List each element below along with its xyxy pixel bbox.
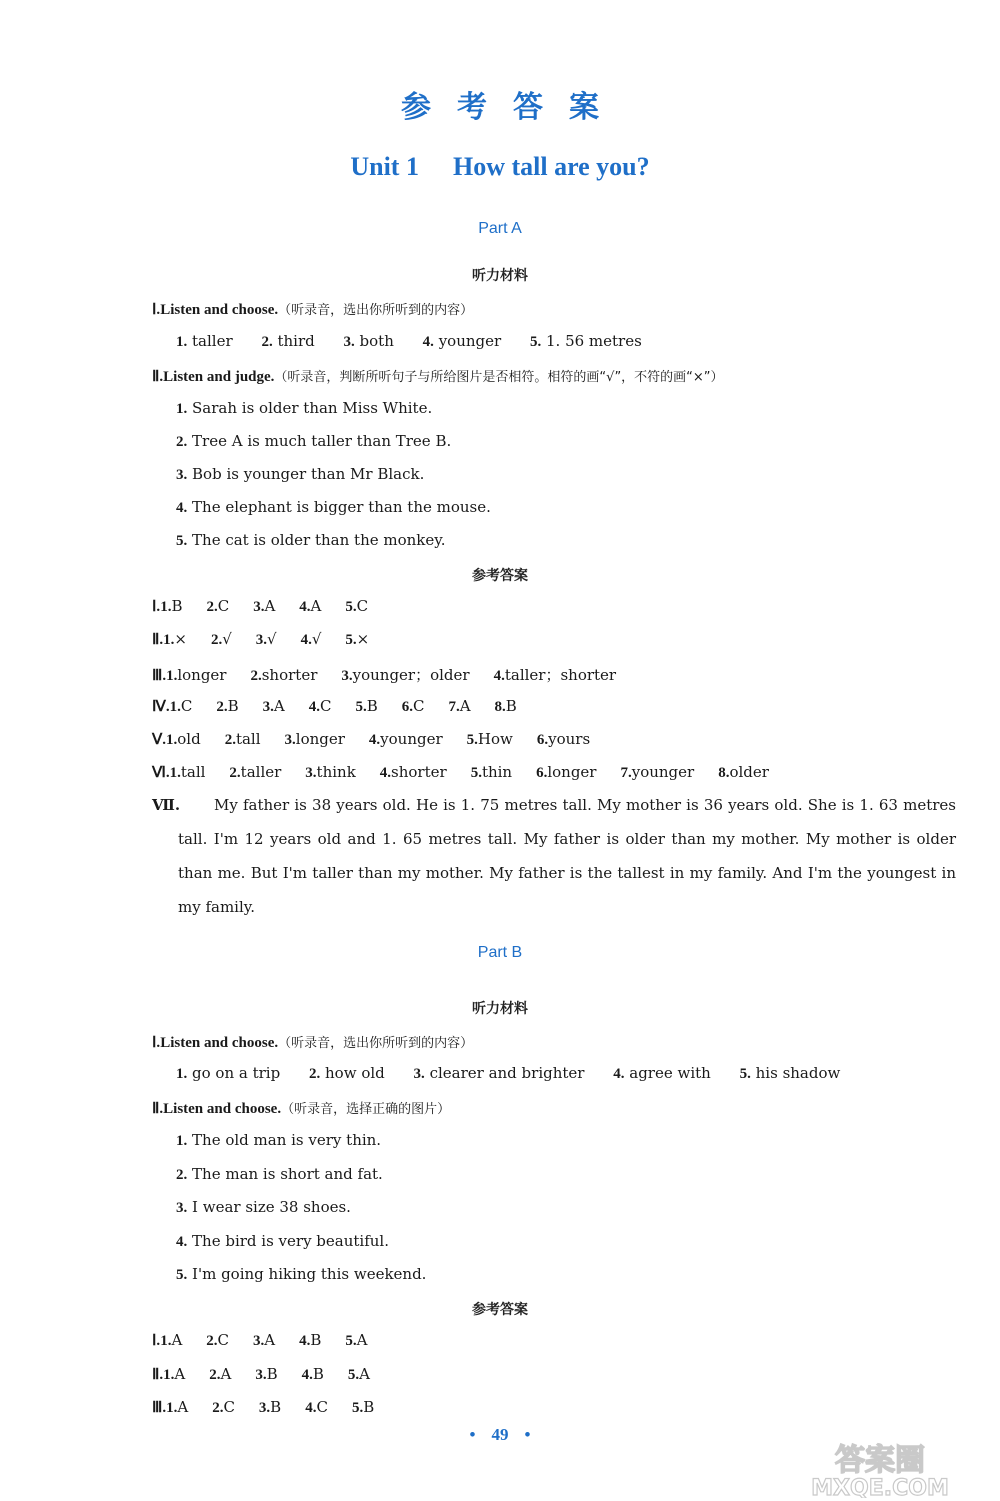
section-title: Listen and judge. bbox=[163, 369, 275, 385]
page-title: 参考答案 bbox=[401, 90, 625, 125]
part-a-listening-heading: 听力材料 bbox=[472, 268, 528, 284]
answer-row: Ⅰ.1.A 2.C 3.A 4.B 5.A bbox=[152, 1331, 368, 1349]
answer-row: Ⅴ.1.old 2.tall 3.longer 4.younger 5.How 6.yours bbox=[152, 730, 591, 748]
list-item: 5. The cat is older than the monkey. bbox=[176, 531, 446, 549]
page-dot-right: • bbox=[524, 1425, 531, 1444]
part-b-sec2-heading bbox=[152, 1098, 450, 1118]
part-a-sec2-heading bbox=[152, 366, 724, 386]
section-number: Ⅰ. bbox=[152, 1035, 161, 1051]
list-item: 3. Bob is younger than Mr Black. bbox=[176, 465, 425, 483]
list-item: 5. I'm going hiking this weekend. bbox=[176, 1265, 427, 1283]
list-item: 5. 1. 56 metres bbox=[529, 332, 642, 350]
page-dot-left: • bbox=[469, 1425, 476, 1444]
part-a-sec1-items bbox=[176, 332, 666, 351]
part-a-sec1-heading bbox=[152, 299, 473, 319]
section-note: （听录音，选出你所听到的内容） bbox=[278, 303, 474, 318]
list-item: 1. Sarah is older than Miss White. bbox=[176, 399, 433, 417]
part-b-answers-heading: 参考答案 bbox=[472, 1302, 528, 1318]
part-b-heading: Part B bbox=[477, 944, 523, 961]
answer-row: Ⅱ.1.× 2.√ 3.√ 4.√ 5.× bbox=[152, 630, 370, 648]
list-item: 4. younger bbox=[422, 332, 502, 350]
composition-paragraph: My father is 38 years old. He is 1. 75 metres tall. My mother is 36 years old. She is 1. 63 metres tall. I'm 12 years old and 1. 65 metres tall. My father is older than my mother. My mother is older than me. But I'm taller than my mother. My father is the tallest in my family. And I'm the youngest in my family. bbox=[178, 796, 956, 916]
unit-number: Unit 1 bbox=[350, 152, 419, 181]
answer-row: Ⅳ.1.C 2.B 3.A 4.C 5.B 6.C 7.A 8.B bbox=[152, 697, 517, 715]
section-note: （听录音，选择正确的图片） bbox=[281, 1102, 451, 1117]
section-number: Ⅰ. bbox=[152, 302, 161, 318]
answer-row: Ⅰ.1.B 2.C 3.A 4.A 5.C bbox=[152, 597, 369, 615]
part-b-sec1-heading bbox=[152, 1032, 473, 1052]
page-number-value: 49 bbox=[491, 1425, 509, 1444]
section-number: Ⅱ. bbox=[152, 369, 164, 385]
section-note: （听录音，选出你所听到的内容） bbox=[278, 1036, 474, 1051]
answer-row: Ⅵ.1.tall 2.taller 3.think 4.shorter 5.thin 6.longer 7.younger 8.older bbox=[152, 763, 769, 781]
watermark-top: 答案圈 bbox=[835, 1443, 925, 1478]
list-item: 1. go on a trip bbox=[176, 1064, 281, 1082]
list-item: 2. The man is short and fat. bbox=[176, 1165, 383, 1183]
part-b-listening-heading: 听力材料 bbox=[472, 1001, 528, 1017]
watermark-logo bbox=[770, 1440, 995, 1498]
section-note: （听录音，判断所听句子与所给图片是否相符。相符的画“√”，不符的画“×”） bbox=[274, 370, 724, 385]
part-a-answers-heading: 参考答案 bbox=[472, 568, 528, 584]
answer-row: Ⅱ.1.A 2.A 3.B 4.B 5.A bbox=[152, 1365, 370, 1383]
section-number: Ⅱ. bbox=[152, 1101, 164, 1117]
part-a-heading: Part A bbox=[478, 220, 522, 237]
list-item: 3. I wear size 38 shoes. bbox=[176, 1198, 351, 1216]
list-item: 1. taller bbox=[176, 332, 233, 350]
list-item: 1. The old man is very thin. bbox=[176, 1131, 382, 1149]
list-item: 2. Tree A is much taller than Tree B. bbox=[176, 432, 452, 450]
watermark-bottom: MXQE.COM bbox=[811, 1476, 949, 1498]
section-title: Listen and choose. bbox=[160, 1035, 279, 1051]
list-item: 4. agree with bbox=[613, 1064, 711, 1082]
section-number: Ⅶ. bbox=[152, 796, 181, 814]
section-title: Listen and choose. bbox=[160, 302, 279, 318]
unit-title bbox=[0, 152, 1000, 182]
list-item: 3. clearer and brighter bbox=[413, 1064, 585, 1082]
list-item: 2. third bbox=[261, 332, 315, 350]
answer-row: Ⅲ.1.longer 2.shorter 3.younger；older 4.taller；shorter bbox=[152, 666, 617, 684]
list-item: 5. his shadow bbox=[739, 1064, 841, 1082]
section-title: Listen and choose. bbox=[163, 1101, 282, 1117]
list-item: 2. how old bbox=[308, 1064, 385, 1082]
unit-topic: How tall are you? bbox=[452, 152, 650, 181]
list-item: 4. The elephant is bigger than the mouse. bbox=[176, 498, 491, 516]
part-b-sec1-items bbox=[176, 1064, 864, 1083]
list-item: 4. The bird is very beautiful. bbox=[176, 1232, 389, 1250]
answer-row: Ⅲ.1.A 2.C 3.B 4.C 5.B bbox=[152, 1398, 375, 1416]
list-item: 3. both bbox=[343, 332, 394, 350]
